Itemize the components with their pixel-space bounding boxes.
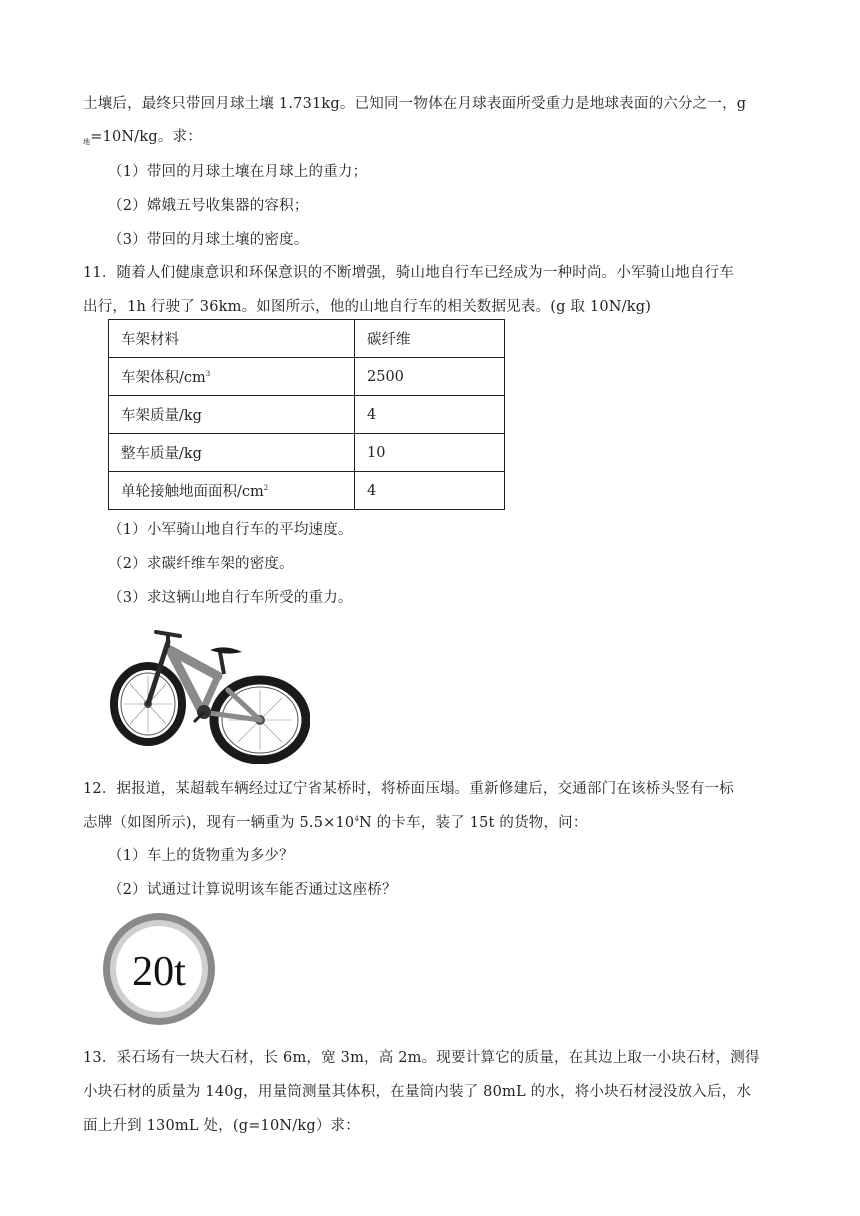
spec-label-cell <box>109 396 355 434</box>
bike-spec-table <box>108 319 505 510</box>
p12-line2 <box>83 811 588 832</box>
spec-label: 车架材料 <box>121 332 179 348</box>
p11-question-2: （2）求碳纤维车架的密度。 <box>108 556 294 572</box>
spec-label-cell <box>109 472 355 510</box>
spec-label: 车架质量/kg <box>121 408 202 424</box>
spec-value-cell: 4 <box>355 472 505 510</box>
p10-question-3: （3）带回的月球土壤的密度。 <box>108 232 309 248</box>
p13-line3: 面上升到 130mL 处，(g=10N/kg）求： <box>83 1118 360 1134</box>
p10-question-1: （1）带回的月球土壤在月球上的重力； <box>108 164 368 180</box>
p12-question-2: （2）试通过计算说明该车能否通过这座桥？ <box>108 882 397 898</box>
spec-table-row <box>109 396 505 434</box>
spec-table-row <box>109 434 505 472</box>
p11-line1: 11．随着人们健康意识和环保意识的不断增强，骑山地自行车已经成为一种时尚。小军骑山地自行车 <box>83 265 734 281</box>
spec-value-cell: 2500 <box>355 358 505 396</box>
spec-value-cell: 碳纤维 <box>355 320 505 358</box>
spec-unit-exponent: 2 <box>263 484 269 492</box>
spec-label-cell <box>109 434 355 472</box>
spec-table-row <box>109 358 505 396</box>
spec-unit-exponent: 3 <box>205 370 211 378</box>
p10-line1: 土壤后，最终只带回月球土壤 1.731kg。已知同一物体在月球表面所受重力是地球表面的六分之一，g <box>83 96 747 112</box>
p11-question-1: （1）小军骑山地自行车的平均速度。 <box>108 522 353 538</box>
p13-line1: 13．采石场有一块大石材，长 6m，宽 3m，高 2m。现要计算它的质量，在其边上取一小块石材，测得 <box>83 1050 760 1066</box>
spec-table-row <box>109 472 505 510</box>
spec-table-row <box>109 320 505 358</box>
p11-line2: 出行，1h 行驶了 36km。如图所示，他的山地自行车的相关数据见表。(g 取 10N/kg) <box>83 299 652 315</box>
spec-value-cell: 4 <box>355 396 505 434</box>
spec-label: 单轮接触地面面积/cm <box>121 484 264 500</box>
p12-line2-part-a: 志牌（如图所示)，现有一辆重为 5.5×10 <box>83 815 355 831</box>
p13-line2: 小块石材的质量为 140g，用量筒测量其体积，在量筒内装了 80mL 的水，将小块石材浸没放入后，水 <box>83 1084 752 1100</box>
p12-exponent: 4 <box>354 815 359 823</box>
p11-question-3: （3）求这辆山地自行车所受的重力。 <box>108 590 353 606</box>
p10-line2 <box>83 125 202 147</box>
p10-line2-text: =10N/kg。求： <box>90 129 202 145</box>
p12-line2-part-b: N 的卡车，装了 15t 的货物，问： <box>358 815 588 831</box>
p12-question-1: （1）车上的货物重为多少？ <box>108 848 294 864</box>
p10-g-subscript: 地 <box>83 138 91 146</box>
weight-limit-sign <box>100 910 218 1028</box>
spec-label-cell <box>109 358 355 396</box>
mountain-bike-image <box>110 612 310 764</box>
sign-label: 20t <box>132 949 186 995</box>
spec-label-cell <box>109 320 355 358</box>
spec-label: 整车质量/kg <box>121 446 202 462</box>
p12-line1: 12．据报道，某超载车辆经过辽宁省某桥时，将桥面压塌。重新修建后，交通部门在该桥头竖有一标 <box>83 781 734 797</box>
spec-value-cell: 10 <box>355 434 505 472</box>
spec-label: 车架体积/cm <box>121 370 206 386</box>
p10-question-2: （2）嫦娥五号收集器的容积； <box>108 198 309 214</box>
